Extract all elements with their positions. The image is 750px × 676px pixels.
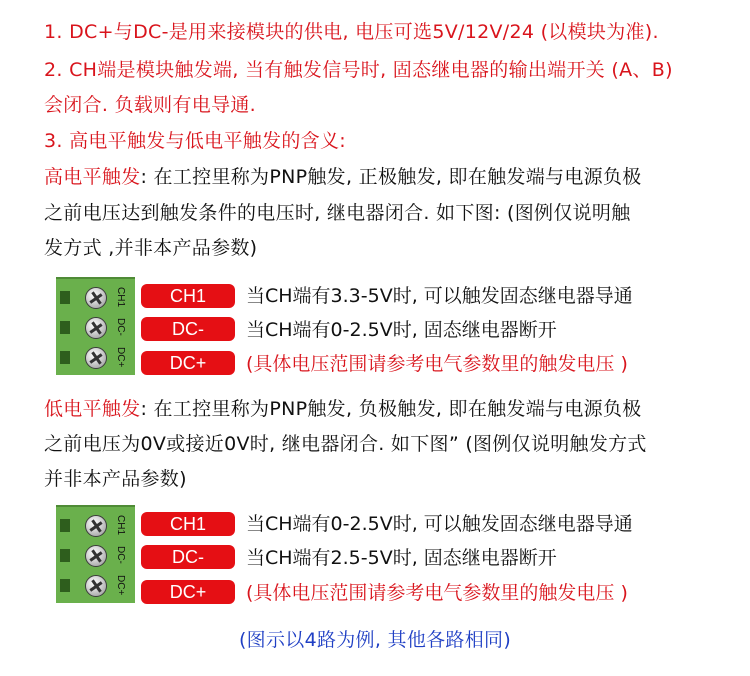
note-ch-trigger-cont: 会闭合. 负载则有电导通. [44, 94, 257, 116]
high-desc-dc-minus: 当CH端有0-2.5V时, 固态继电器断开 [246, 319, 557, 341]
screw-icon [85, 347, 107, 369]
low-desc-dc-minus: 当CH端有2.5-5V时, 固态继电器断开 [246, 547, 557, 569]
low-trigger-line3: 并非本产品参数) [44, 468, 187, 490]
high-trigger-line3: 发方式 ,并非本产品参数) [44, 237, 258, 259]
pill-ch1: CH1 [141, 284, 235, 308]
note-power: 1. DC+与DC-是用来接模块的供电, 电压可选5V/12V/24 (以模块为准). [44, 21, 659, 43]
terminal-label-dc-minus: DC- [115, 546, 126, 564]
note-ch-trigger: 2. CH端是模块触发端, 当有触发信号时, 固态继电器的输出端开关 (A、B) [44, 59, 673, 81]
terminal-label-ch1: CH1 [115, 286, 126, 307]
high-trigger-term: 高电平触发 [44, 166, 141, 188]
pill-ch1: CH1 [141, 512, 235, 536]
terminal-block-low [56, 505, 135, 603]
terminal-slot [60, 549, 70, 562]
screw-icon [85, 317, 107, 339]
high-desc-dc-plus: (具体电压范围请参考电气参数里的触发电压 ) [246, 353, 628, 375]
terminal-label-dc-minus: DC- [115, 318, 126, 336]
terminal-label-dc-plus: DC+ [115, 346, 126, 368]
terminal-slot [60, 291, 70, 304]
screw-icon [85, 575, 107, 597]
screw-icon [85, 515, 107, 537]
pill-dc-plus: DC+ [141, 580, 235, 604]
high-trigger-line1 [44, 165, 642, 189]
low-trigger-term: 低电平触发 [44, 398, 141, 420]
terminal-slot [60, 519, 70, 532]
terminal-slot [60, 579, 70, 592]
low-trigger-line2: 之前电压为0V或接近0V时, 继电器闭合. 如下图” (图例仅说明触发方式 [44, 433, 647, 455]
terminal-label-ch1: CH1 [115, 514, 126, 535]
high-trigger-line2: 之前电压达到触发条件的电压时, 继电器闭合. 如下图: (图例仅说明触 [44, 202, 631, 224]
low-trigger-line1 [44, 397, 642, 421]
pill-dc-plus: DC+ [141, 351, 235, 375]
high-trigger-text: : 在工控里称为PNP触发, 正极触发, 即在触发端与电源负极 [140, 166, 642, 188]
terminal-block-high [56, 277, 135, 375]
terminal-slot [60, 321, 70, 334]
screw-icon [85, 545, 107, 567]
terminal-slot [60, 351, 70, 364]
footer-note: (图示以4路为例, 其他各路相同) [238, 629, 512, 651]
low-desc-dc-plus: (具体电压范围请参考电气参数里的触发电压 ) [246, 582, 628, 604]
high-desc-ch1: 当CH端有3.3-5V时, 可以触发固态继电器导通 [246, 285, 633, 307]
low-desc-ch1: 当CH端有0-2.5V时, 可以触发固态继电器导通 [246, 513, 633, 535]
pill-dc-minus: DC- [141, 317, 235, 341]
note-trigger-heading: 3. 高电平触发与低电平触发的含义: [44, 130, 346, 152]
terminal-label-dc-plus: DC+ [115, 574, 126, 596]
pill-dc-minus: DC- [141, 545, 235, 569]
low-trigger-text: : 在工控里称为PNP触发, 负极触发, 即在触发端与电源负极 [140, 398, 642, 420]
screw-icon [85, 287, 107, 309]
